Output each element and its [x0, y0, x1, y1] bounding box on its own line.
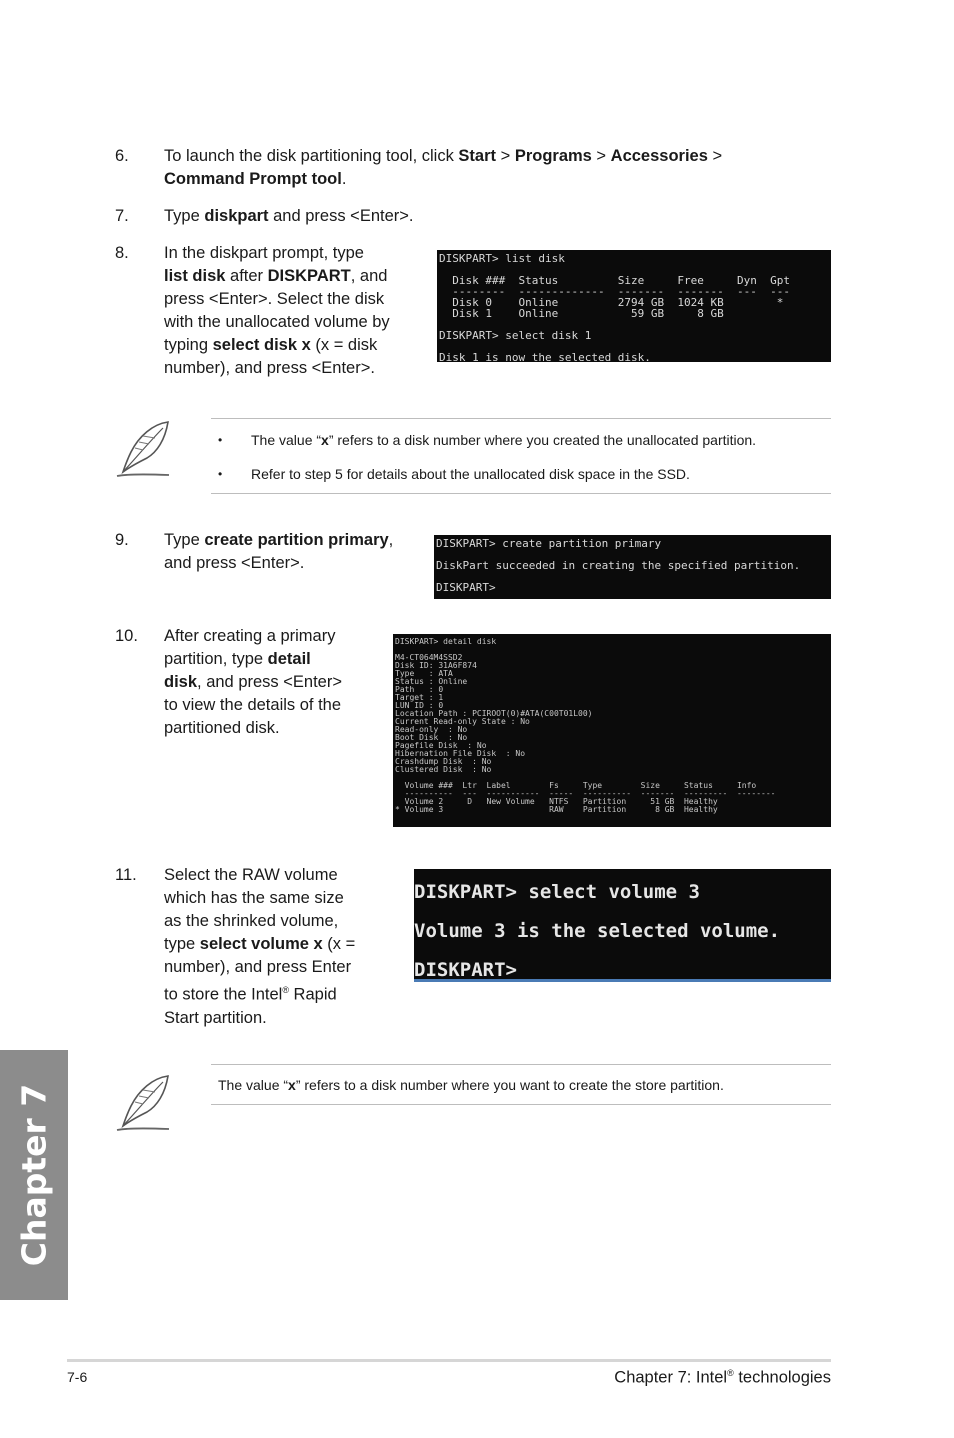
text-run: and press <Enter>. [164, 554, 305, 572]
text-line [164, 168, 722, 191]
console-line: Status : Online [395, 677, 468, 686]
note-text [251, 465, 831, 483]
console-create-partition [434, 535, 831, 599]
console-line: LUN ID : 0 [395, 701, 444, 710]
text-line [164, 242, 424, 265]
text-run: > [591, 147, 611, 165]
registered-mark: ® [282, 985, 289, 995]
step-number: 10. [115, 627, 138, 645]
console-line: M4-CT064M4SSD2 [395, 653, 463, 662]
console-line: Volume ### Ltr Label Fs Type Size Status Info [395, 781, 757, 790]
console-list-disk [437, 250, 831, 362]
footer-chapter-prefix: Chapter 7: Intel [614, 1368, 728, 1387]
step-text [164, 242, 424, 380]
text-run: Type [164, 531, 205, 549]
text-run: , and [350, 267, 388, 285]
text-line [164, 334, 424, 357]
bold-term: x [288, 1077, 296, 1093]
text-line [164, 265, 424, 288]
console-line: Volume 3 is the selected volume. [414, 920, 781, 942]
text-run: After creating a primary [164, 627, 336, 645]
step-text [164, 205, 413, 228]
text-run: (x = [322, 935, 356, 953]
text-line [164, 979, 384, 1007]
text-line [164, 864, 384, 887]
text-line [164, 1007, 384, 1030]
console-line: DISKPART> select volume 3 [414, 881, 700, 903]
text-run: Refer to step 5 for details about the unallocated disk space in the SSD. [251, 466, 690, 482]
footer-chapter-suffix: technologies [733, 1368, 831, 1387]
text-line [164, 694, 379, 717]
step-text [164, 529, 424, 575]
text-line [164, 648, 379, 671]
bold-term: x [321, 432, 329, 448]
console-line: DiskPart succeeded in creating the specified partition. [436, 559, 801, 572]
bold-term: Command Prompt tool [164, 170, 342, 188]
text-line [164, 717, 379, 740]
step-text [164, 145, 722, 191]
footer-divider [67, 1359, 831, 1362]
text-run: number), and press Enter [164, 958, 352, 976]
console-line: Read-only : No [395, 725, 468, 734]
text-run: with the unallocated volume by [164, 313, 390, 331]
text-run: ” refers to a disk number where you want to create the store partition. [295, 1077, 724, 1093]
text-line [164, 910, 384, 933]
text-run: In the diskpart prompt, type [164, 244, 364, 262]
bold-term: disk [164, 673, 198, 691]
text-line [164, 625, 379, 648]
console-line: Type : ATA [395, 669, 453, 678]
text-run: partition, type [164, 650, 268, 668]
text-run: (x = disk [310, 336, 378, 354]
console-line: * Volume 3 RAW Partition 8 GB Healthy [395, 805, 718, 814]
text-run: which has the same size [164, 889, 344, 907]
note-feather-icon [113, 418, 173, 480]
note-text [218, 1076, 828, 1094]
bold-term: Start [458, 147, 496, 165]
bold-term: diskpart [204, 207, 269, 225]
console-detail-disk [393, 634, 831, 827]
console-line: Disk 1 is now the selected disk. [439, 351, 651, 362]
step-text [164, 864, 384, 1030]
console-line: Disk 0 Online 2794 GB 1024 KB * [439, 296, 784, 309]
text-run: > [496, 147, 515, 165]
bullet: • [218, 467, 223, 481]
step-number: 6. [115, 147, 129, 165]
text-run: to store the Intel [164, 985, 283, 1004]
page-number: 7-6 [67, 1369, 88, 1385]
console-line: ---------- --- ----------- ----- ---------- ------- --------- -------- [395, 789, 776, 798]
text-run: partitioned disk. [164, 719, 280, 737]
console-line: DISKPART> create partition primary [436, 537, 662, 550]
console-line: Hibernation File Disk : No [395, 749, 526, 758]
text-line [164, 145, 722, 168]
text-run: . [341, 170, 347, 188]
text-run: as the shrinked volume, [164, 912, 339, 930]
note-text [251, 431, 831, 449]
bold-term: select volume x [199, 935, 323, 953]
text-run: > [707, 147, 723, 165]
note-box-1 [211, 418, 831, 494]
text-run: Type [164, 207, 205, 225]
text-run: The value “ [251, 432, 322, 448]
console-line: -------- ------------- ------- ------- --- --- [439, 285, 790, 298]
text-run: typing [164, 336, 213, 354]
chapter-tab-label: Chapter 7 [14, 1083, 54, 1267]
console-line: DISKPART> list disk [439, 252, 565, 265]
text-line [164, 357, 424, 380]
text-line [164, 933, 384, 956]
bullet: • [218, 433, 223, 447]
note-feather-icon [113, 1072, 173, 1134]
console-line: Boot Disk : No [395, 733, 468, 742]
text-line [164, 529, 424, 552]
text-line [164, 311, 424, 334]
text-line [164, 671, 379, 694]
text-run: Select the RAW volume [164, 866, 338, 884]
console-line: DISKPART> [414, 959, 517, 981]
step-number: 9. [115, 531, 129, 549]
console-line: Target : 1 [395, 693, 444, 702]
bold-term: detail [267, 650, 311, 668]
step-number: 7. [115, 207, 129, 225]
console-line: DISKPART> select disk 1 [439, 329, 592, 342]
text-run: number), and press <Enter>. [164, 359, 375, 377]
text-line [164, 956, 384, 979]
text-run: , and press <Enter> [197, 673, 342, 691]
bold-term: DISKPART [267, 267, 351, 285]
console-line: Current Read-only State : No [395, 717, 530, 726]
registered-mark: ® [727, 1368, 734, 1378]
bold-term: create partition primary [204, 531, 389, 549]
step-number: 11. [115, 866, 137, 884]
text-run: , [388, 531, 394, 549]
text-line [164, 288, 424, 311]
text-line [164, 887, 384, 910]
bold-term: Programs [514, 147, 592, 165]
text-line [164, 205, 413, 228]
text-run: Rapid [288, 985, 337, 1004]
console-line: Crashdump Disk : No [395, 757, 492, 766]
text-line [164, 552, 424, 575]
console-line: Volume 2 D New Volume NTFS Partition 51 GB Healthy [395, 797, 718, 806]
note-box-2 [211, 1064, 831, 1105]
text-run: ” refers to a disk number where you created the unallocated partition. [328, 432, 757, 448]
console-line: Disk ID: 31A6F874 [395, 661, 477, 670]
text-run: after [225, 267, 268, 285]
console-line: Disk 1 Online 59 GB 8 GB [439, 307, 724, 320]
console-line: Pagefile Disk : No [395, 741, 487, 750]
console-line: Clustered Disk : No [395, 765, 492, 774]
text-run: To launch the disk partitioning tool, click [164, 147, 459, 165]
text-run: The value “ [218, 1077, 289, 1093]
console-line: DISKPART> detail disk [395, 637, 497, 646]
text-run: press <Enter>. Select the disk [164, 290, 385, 308]
text-run: to view the details of the [164, 696, 342, 714]
footer-chapter-title [614, 1368, 831, 1388]
bold-term: Accessories [610, 147, 708, 165]
bold-term: select disk x [212, 336, 311, 354]
text-run: type [164, 935, 200, 953]
console-line: Disk ### Status Size Free Dyn Gpt [439, 274, 790, 287]
console-select-volume [414, 869, 831, 982]
chapter-tab [0, 1050, 68, 1300]
text-run: and press <Enter>. [268, 207, 414, 225]
text-run: Start partition. [164, 1008, 267, 1027]
step-text [164, 625, 379, 740]
step-number: 8. [115, 244, 129, 262]
bold-term: list disk [164, 267, 226, 285]
console-line: DISKPART> [436, 581, 496, 594]
console-line: Location Path : PCIROOT(0)#ATA(C00T01L00) [395, 709, 593, 718]
console-line: Path : 0 [395, 685, 444, 694]
